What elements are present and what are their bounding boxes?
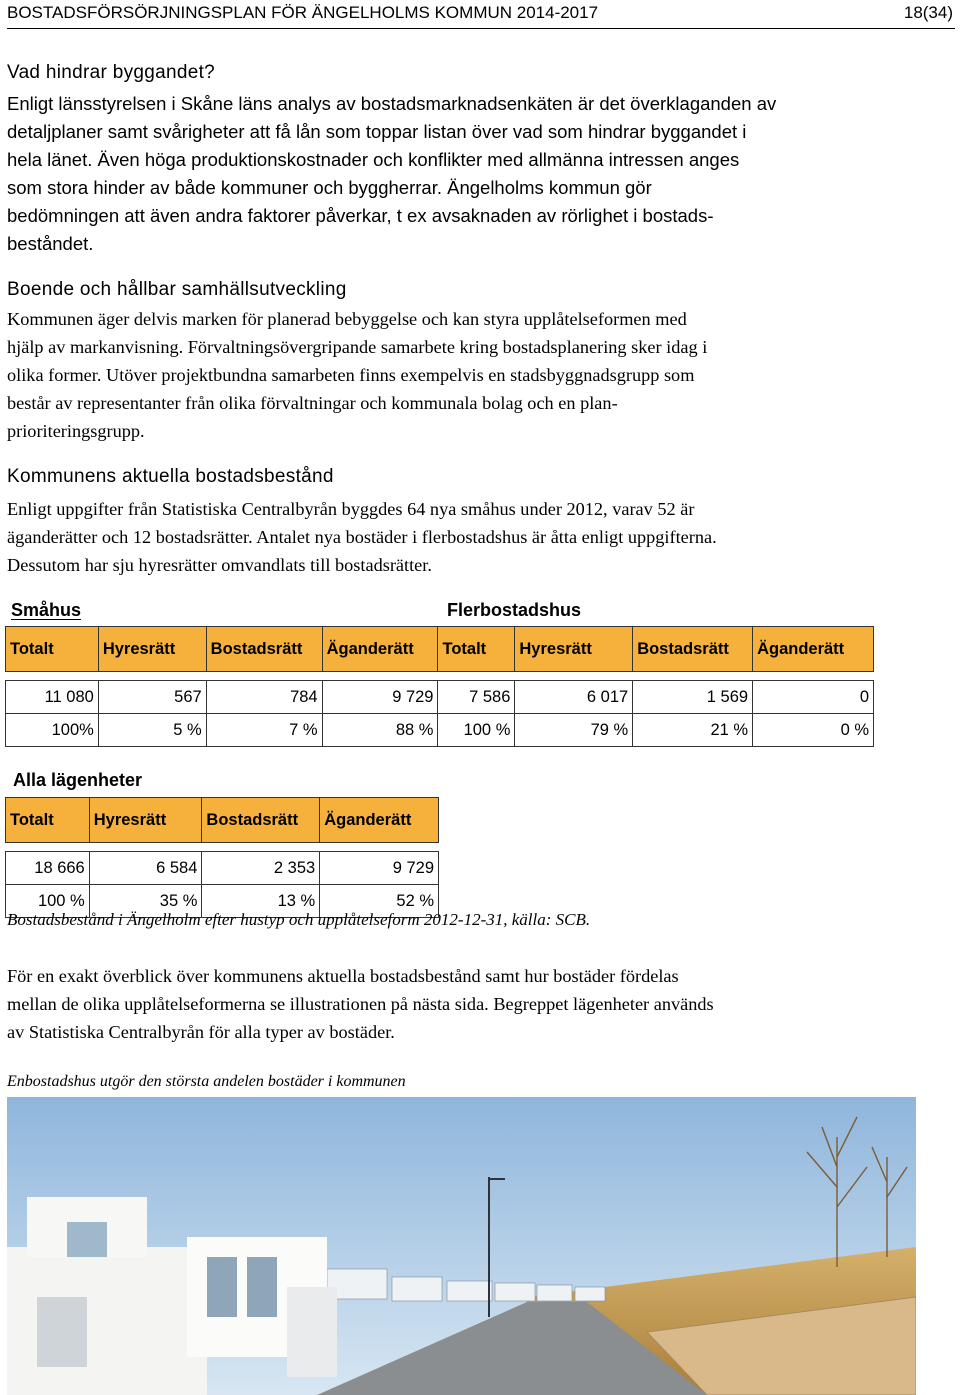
table-caption: Bostadsbestånd i Ängelholm efter hustyp och upplåtelseform 2012-12-31, källa: SCB. [7,910,591,929]
photo-illustration [7,1097,916,1395]
all-apartments-table [5,797,439,918]
table-cell: 11 080 [6,681,99,714]
paragraph-hinder [7,90,953,258]
text-line: olika former. Utöver projektbundna samarbeten finns exempelvis en stadsbyggnadsgrupp som [7,365,695,385]
text-line: beståndet. [7,233,94,254]
table-cell: 13 % [202,885,320,918]
table-cell: 100 % [6,885,90,918]
table-header-row [6,627,874,672]
text-line: Dessutom har sju hyresrätter omvandlats till bostadsrätter. [7,555,432,575]
photo-caption: Enbostadshus utgör den största andelen bostäder i kommunen [7,1073,406,1090]
text-line: Kommunen äger delvis marken för planerad bebyggelse och kan styra upplåtelseformen med [7,309,687,329]
table-cell: 6 017 [515,681,633,714]
text-line: För en exakt överblick över kommunens aktuella bostadsbestånd samt hur bostäder fördelas [7,966,679,986]
text-line: består av representanter från olika förvaltningar och kommunala bolag och en plan- [7,393,618,413]
table-cell: 79 % [515,714,633,747]
table-cell: 0 [753,681,874,714]
section-heading-samhallsutveckling: Boende och hållbar samhällsutveckling [7,279,347,300]
text-line: bedömningen att även andra faktorer påverkar, t ex avsaknaden av rörlighet i bostads- [7,205,714,226]
section-heading-hinder: Vad hindrar byggandet? [7,62,216,83]
text-line: Enligt länsstyrelsen i Skåne läns analys av bostadsmarknadsenkäten är det överklaganden av [7,93,777,114]
table-cell: 9 729 [322,681,438,714]
table-cell: 21 % [633,714,753,747]
text-line: mellan de olika upplåtelseformerna se illustrationen på nästa sida. Begreppet lägenheter används [7,994,714,1014]
table-cell: 7 586 [438,681,515,714]
text-line: hela länet. Även höga produktionskostnader och konflikter med allmänna intressen anges [7,149,740,170]
table-cell: 52 % [320,885,439,918]
document-title: BOSTADSFÖRSÖRJNINGSPLAN FÖR ÄNGELHOLMS KOMMUN 2014-2017 [7,3,599,22]
column-header: Äganderätt [322,627,438,672]
table-cell: 784 [206,681,322,714]
table-cell: 0 % [753,714,874,747]
table-cell: 1 569 [633,681,753,714]
text-line: av Statistiska Centralbyrån för alla typer av bostäder. [7,1022,395,1042]
table-cell: 6 584 [89,852,202,885]
column-header: Totalt [6,627,99,672]
column-header: Bostadsrätt [206,627,322,672]
page-number: 18(34) [903,3,953,22]
text-line: detaljplaner samt svårigheter att få lån som toppar listan över vad som hindrar byggandet i [7,121,747,142]
table-cell: 2 353 [202,852,320,885]
table-row-counts [6,852,439,885]
column-header: Hyresrätt [89,798,202,843]
section-heading-bostadsbestand: Kommunens aktuella bostadsbestånd [7,466,334,487]
table-cell: 88 % [322,714,438,747]
column-header: Hyresrätt [515,627,633,672]
paragraph-overblick [7,962,953,1046]
table-cell: 100% [6,714,99,747]
header-divider [7,28,955,29]
paragraph-samhallsutveckling [7,305,953,445]
housing-stock-table [5,626,874,747]
text-line: prioriteringsgrupp. [7,421,145,441]
group-label-smahus: Småhus [11,600,82,620]
text-line: Enligt uppgifter från Statistiska Centralbyrån byggdes 64 nya småhus under 2012, varav 52 är [7,499,695,519]
table-cell: 35 % [89,885,202,918]
group-label-flerbostadshus: Flerbostadshus [447,600,582,620]
table-spacer-row [6,843,439,852]
table-cell: 5 % [98,714,206,747]
table-cell: 567 [98,681,206,714]
table-header-row [6,798,439,843]
paragraph-bostadsbestand [7,495,953,579]
column-header: Hyresrätt [98,627,206,672]
column-header: Totalt [438,627,515,672]
table-row-percent [6,714,874,747]
table-cell: 7 % [206,714,322,747]
table-cell: 100 % [438,714,515,747]
group-label-alla-lagenheter: Alla lägenheter [13,770,143,790]
column-header: Totalt [6,798,90,843]
page-header [7,3,953,27]
column-header: Bostadsrätt [633,627,753,672]
text-line: hjälp av markanvisning. Förvaltningsövergripande samarbete kring bostadsplanering sker idag i [7,337,708,357]
column-header: Äganderätt [753,627,874,672]
table-cell: 18 666 [6,852,90,885]
column-header: Äganderätt [320,798,439,843]
column-header: Bostadsrätt [202,798,320,843]
housing-photo [7,1097,916,1395]
text-line: som stora hinder av både kommuner och byggherrar. Ängelholms kommun gör [7,177,652,198]
text-line: äganderätter och 12 bostadsrätter. Antalet nya bostäder i flerbostadshus är åtta enligt uppgifterna. [7,527,717,547]
table-cell: 9 729 [320,852,439,885]
table-row-counts [6,681,874,714]
table-spacer-row [6,672,874,681]
